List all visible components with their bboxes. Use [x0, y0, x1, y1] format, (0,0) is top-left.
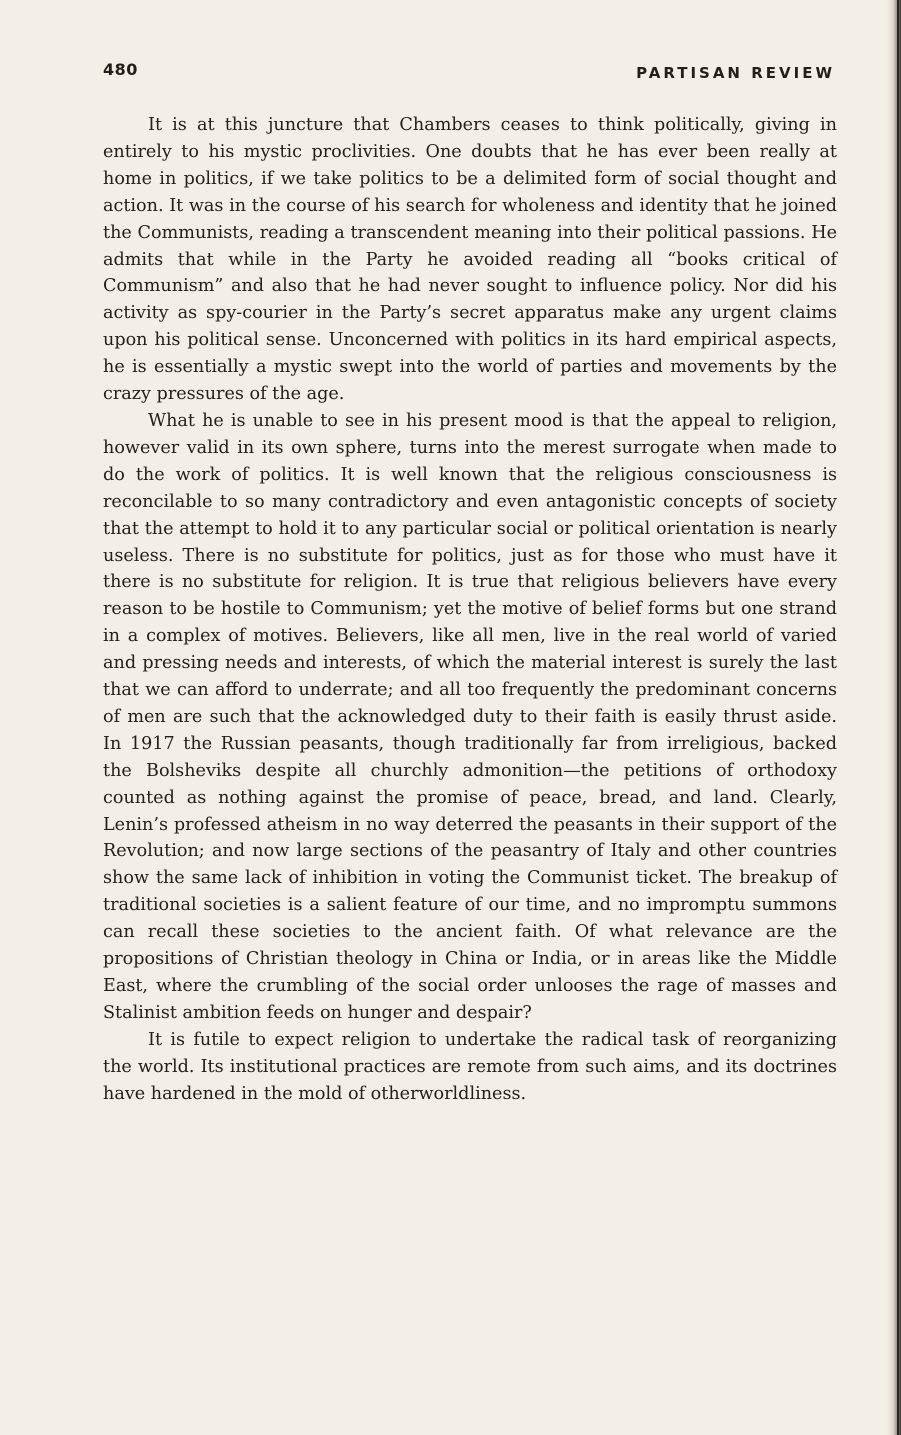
- paragraph-3: It is futile to expect religion to undertake the radical task of reorganizing the world. Its institutional practices are remote from such aims, and its doctrines have hardened in the mold of otherworldliness.: [103, 1029, 837, 1104]
- page-edge-line: [897, 0, 899, 1435]
- running-head: PARTISAN REVIEW: [636, 64, 835, 82]
- text-column: [103, 112, 837, 1108]
- paragraph-2: What he is unable to see in his present mood is that the appeal to religion, however valid in its own sphere, turns into the merest surrogate when made to do the work of politics. It is well known that the religious consciousness is reconcilable to so many contradictory and even antagonistic concepts of society that the attempt to hold it to any particular social or political orientation is nearly useless. There is no substitute for politics, just as for those who must have it there is no substitute for religion. It is true that religious believers have every reason to be hostile to Communism; yet the motive of belief forms but one strand in a complex of motives. Believers, like all men, live in the real world of varied and pressing needs and interests, of which the material interest is surely the last that we can afford to underrate; and all too frequently the predominant concerns of men are such that the acknowledged duty to their faith is easily thrust aside. In 1917 the Russian peasants, though traditionally far from irreligious, backed the Bolsheviks despite all churchly admonition—the petitions of orthodoxy counted as nothing against the promise of peace, bread, and land. Clearly, Lenin’s professed atheism in no way deterred the peasants in their support of the Revolution; and now large sections of the peasantry of Italy and other countries show the same lack of inhibition in voting the Communist ticket. The breakup of traditional societies is a salient feature of our time, and no impromptu summons can recall these societies to the ancient faith. Of what relevance are the propositions of Christian theology in China or India, or in areas like the Middle East, where the crumbling of the social order unlooses the rage of masses and Stalinist ambition feeds on hunger and despair?: [103, 410, 837, 1023]
- page-number: 480: [103, 60, 138, 79]
- paragraph-1: It is at this juncture that Chambers ceases to think politically, giving in entirely to his mystic proclivities. One doubts that he has ever been really at home in politics, if we take politics to be a delimited form of social thought and action. It was in the course of his search for wholeness and identity that he joined the Communists, reading a transcendent meaning into their political passions. He admits that while in the Party he avoided reading all “books critical of Communism” and also that he had never sought to influence policy. Nor did his activity as spy-courier in the Party’s secret apparatus make any urgent claims upon his political sense. Unconcerned with politics in its hard empirical aspects, he is essentially a mystic swept into the world of parties and movements by the crazy pressures of the age.: [103, 115, 837, 405]
